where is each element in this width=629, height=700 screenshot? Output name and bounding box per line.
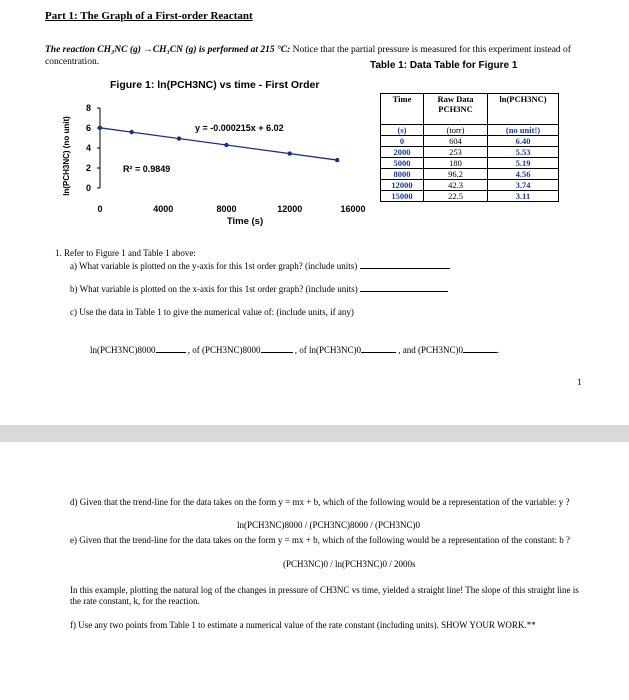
table-row: 15000 22.5 3.11 xyxy=(381,191,559,202)
figure-1-chart xyxy=(55,92,375,232)
y-tick-label: 8 xyxy=(85,103,91,113)
x-tick-label: 0 xyxy=(97,204,103,214)
question-d-options: ln(PCH3NC)8000 / (PCH3NC)8000 / (PCH3NC)0 xyxy=(237,520,421,530)
question-e: e) Given that the trend-line for the data takes on the form y = mx + b, which of the following would be a representation of the constant: b ? xyxy=(70,535,571,545)
x-axis-label: Time (s) xyxy=(226,216,264,227)
x-tick-label: 8000 xyxy=(216,204,237,214)
question-1-intro: 1. Refer to Figure 1 and Table 1 above: xyxy=(55,248,196,258)
trendline-equation: y = -0.000215x + 6.02 xyxy=(195,123,284,133)
data-point xyxy=(288,151,292,155)
x-tick-label: 4000 xyxy=(153,204,174,214)
figure-caption: Figure 1: ln(PCH3NC) vs time - First Order xyxy=(110,79,320,91)
question-c-items: ln(PCH3NC)8000 , of (PCH3NC)8000 , of ln(PCH3NC)0 , and (PCH3NC)0 . xyxy=(90,345,500,355)
part-title: Part 1: The Graph of a First-order Reactant xyxy=(45,10,253,22)
question-b: b) What variable is plotted on the x-axis for this 1st order graph? (include units) xyxy=(70,283,448,295)
page-number: 1 xyxy=(577,377,582,387)
intro-text xyxy=(45,44,605,68)
data-point xyxy=(335,158,339,162)
data-point xyxy=(177,136,181,140)
y-tick-label: 6 xyxy=(85,123,91,133)
question-d: d) Given that the trend-line for the data takes on the form y = mx + b, which of the following would be a representation of the variable: y ? xyxy=(70,497,570,507)
table-row: 0 604 6.40 xyxy=(381,136,559,147)
y-tick-label: 4 xyxy=(85,143,91,153)
question-f: f) Use any two points from Table 1 to estimate a numerical value of the rate constant (including units). SHOW YOUR WORK.** xyxy=(70,620,536,630)
table-header-time: Time xyxy=(381,94,424,125)
table-row: 2000 253 5.53 xyxy=(381,147,559,158)
table-header-raw: Raw Data PCH3NC xyxy=(424,94,488,125)
y-axis-label: ln(PCH3NC) (no unit) xyxy=(62,116,71,196)
data-point xyxy=(98,126,102,130)
table-unit: (s) xyxy=(381,125,424,136)
y-tick-label: 2 xyxy=(85,163,91,173)
table-row: 12000 42.3 3.74 xyxy=(381,180,559,191)
table-unit: (no unit!) xyxy=(488,125,559,136)
r-squared-label: R² = 0.9849 xyxy=(123,164,171,174)
data-table xyxy=(380,93,559,202)
rate-constant-paragraph: In this example, plotting the natural log of the changes in pressure of CH3NC vs time, yielded a straight line! The slope of this straight line is the rate constant, k, for the reaction. xyxy=(70,585,579,606)
x-tick-label: 12000 xyxy=(277,204,303,214)
question-a: a) What variable is plotted on the y-axis for this 1st order graph? (include units) xyxy=(70,260,450,272)
x-tick-label: 16000 xyxy=(340,204,366,214)
question-e-options: (PCH3NC)0 / ln(PCH3NC)0 / 2000s xyxy=(283,559,416,569)
question-c: c) Use the data in Table 1 to give the numerical value of: (include units, if any) xyxy=(70,307,354,317)
table-row: 8000 96.2 4.56 xyxy=(381,169,559,180)
intro-note: Notice that the partial pressure is measured for this experiment instead of concentration. xyxy=(45,45,571,67)
table-unit: (torr) xyxy=(424,125,488,136)
reaction-statement: The reaction CH₃NC (g) →CH₃CN (g) is performed at 215 °C: xyxy=(45,45,291,55)
page-separator xyxy=(0,425,629,442)
table-caption: Table 1: Data Table for Figure 1 xyxy=(370,60,518,71)
table-header-ln: ln(PCH3NC) xyxy=(488,94,559,125)
table-row: 5000 180 5.19 xyxy=(381,158,559,169)
data-point xyxy=(224,143,228,147)
data-point xyxy=(129,130,133,134)
y-tick-label: 0 xyxy=(85,183,91,193)
